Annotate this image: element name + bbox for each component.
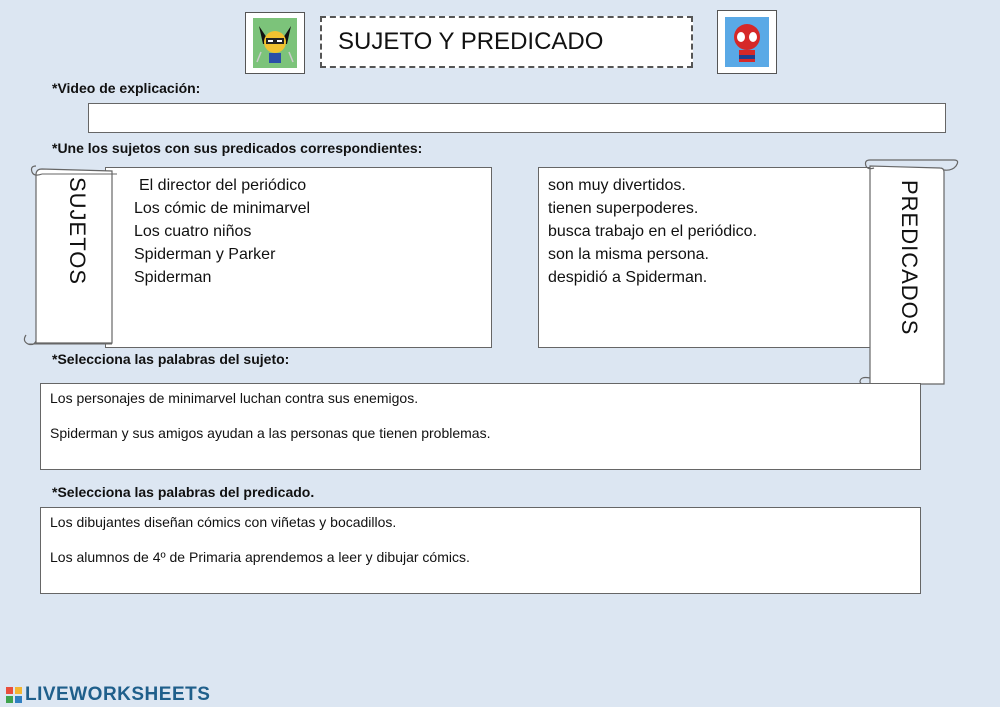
subject-item[interactable]: Los cómic de minimarvel [134, 200, 311, 217]
video-label: *Video de explicación: [52, 80, 201, 96]
predicate-item[interactable]: tienen superpoderes. [548, 200, 699, 217]
spiderman-icon [725, 17, 769, 67]
predicate-section-label: *Selecciona las palabras del predicado. [52, 484, 315, 500]
predicate-item[interactable]: son la misma persona. [548, 246, 709, 263]
predicates-box [538, 167, 878, 348]
wolverine-avatar [245, 12, 305, 74]
footer-brand [6, 684, 210, 706]
predicate-item[interactable]: despidió a Spiderman. [548, 269, 708, 286]
brand-text: LIVEWORKSHEETS [25, 684, 211, 705]
video-field[interactable] [88, 103, 946, 133]
predicate-sentence[interactable]: Los alumnos de 4º de Primaria aprendemos a leer y dibujar cómics. [50, 549, 470, 565]
predicates-scroll [856, 156, 960, 390]
spiderman-avatar [717, 10, 777, 74]
subjects-title: SUJETOS [65, 177, 90, 286]
page-title-text: SUJETO Y PREDICADO [338, 28, 604, 55]
predicate-item[interactable]: busca trabajo en el periódico. [548, 223, 758, 240]
subject-sentences-box [40, 383, 921, 470]
predicate-sentences-box [40, 507, 921, 594]
page-title [320, 16, 693, 68]
subjects-box [105, 167, 492, 348]
subjects-scroll [22, 163, 122, 351]
subject-item[interactable]: Spiderman y Parker [134, 246, 276, 263]
predicate-item[interactable]: son muy divertidos. [548, 177, 686, 194]
subject-item[interactable]: Spiderman [134, 269, 212, 286]
subject-item[interactable]: Los cuatro niños [134, 223, 252, 240]
match-label: *Une los sujetos con sus predicados correspondientes: [52, 140, 423, 156]
subject-sentence[interactable]: Spiderman y sus amigos ayudan a las personas que tienen problemas. [50, 425, 491, 441]
predicate-sentence[interactable]: Los dibujantes diseñan cómics con viñetas y bocadillos. [50, 514, 397, 530]
liveworksheets-logo-icon [6, 687, 22, 703]
subject-sentence[interactable]: Los personajes de minimarvel luchan contra sus enemigos. [50, 390, 419, 406]
wolverine-icon [253, 18, 297, 68]
predicates-title: PREDICADOS [897, 180, 922, 336]
subject-item[interactable]: El director del periódico [139, 177, 307, 194]
subject-section-label: *Selecciona las palabras del sujeto: [52, 351, 290, 367]
